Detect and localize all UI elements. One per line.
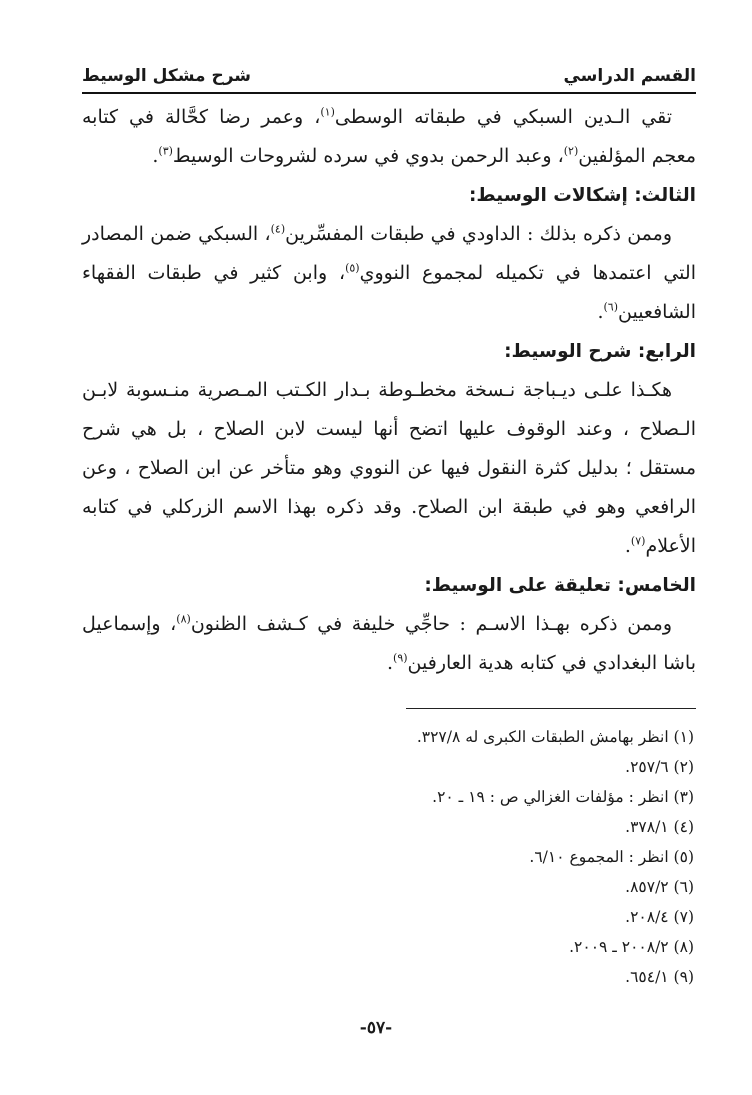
footnote-8: (٨) ٢٠٠٨/٢ ـ ٢٠٠٩. bbox=[569, 938, 694, 956]
main-text bbox=[82, 98, 696, 683]
footnote-ref-2[interactable]: (٢) bbox=[563, 144, 579, 158]
paragraph-4 bbox=[82, 605, 696, 683]
text-run: . bbox=[624, 535, 631, 557]
footnote-ref-6[interactable]: (٦) bbox=[603, 300, 618, 314]
running-header bbox=[82, 58, 696, 94]
page-number: -٥٧- bbox=[359, 1018, 393, 1038]
text-run: وممن ذكره بهـذا الاسـم : حاجِّي خليفة في كـشف الظنون bbox=[190, 613, 672, 635]
heading-fifth: الخامس: تعليقة على الوسيط: bbox=[424, 575, 696, 596]
text-run: وممن ذكره بذلك : الداودي في طبقات المفسِّرين bbox=[285, 223, 672, 245]
text-run: ، وإسماعيل باشا البغدادي في كتابه هدية العارفين bbox=[82, 613, 696, 674]
text-run: ، وعبد الرحمن بدوي في سرده لشروحات الوسيط bbox=[172, 145, 564, 167]
text-run: . bbox=[152, 145, 159, 167]
text-run: . bbox=[386, 652, 394, 674]
paragraph-2 bbox=[82, 215, 696, 332]
footnote-7: (٧) ٢٠٨/٤. bbox=[625, 908, 694, 926]
paragraph-3 bbox=[82, 371, 696, 566]
text-run: ، وعمر رضا كحَّالة في كتابه معجم المؤلفين bbox=[82, 106, 696, 167]
footnote-ref-3[interactable]: (٣) bbox=[158, 144, 173, 158]
footnote-ref-7[interactable]: (٧) bbox=[630, 534, 646, 548]
text-run: ، وابن كثير في طبقات الفقهاء الشافعيين bbox=[82, 262, 696, 323]
footnote-separator bbox=[406, 708, 696, 709]
section-title: القسم الدراسي bbox=[563, 66, 696, 86]
text-run: . bbox=[597, 301, 604, 323]
heading-third: الثالث: إشكالات الوسيط: bbox=[468, 185, 696, 206]
footnote-4: (٤) ٣٧٨/١. bbox=[625, 818, 694, 836]
footnote-ref-5[interactable]: (٥) bbox=[345, 261, 360, 275]
footnote-6: (٦) ٨٥٧/٢. bbox=[625, 878, 694, 896]
footnote-ref-8[interactable]: (٨) bbox=[176, 612, 191, 626]
footnote-2: (٢) ٢٥٧/٦. bbox=[625, 758, 694, 776]
footnote-5: (٥) انظر : المجموع ٦/١٠. bbox=[529, 848, 694, 866]
text-run: ، السبكي ضمن المصادر التي اعتمدها في تكميله لمجموع النووي bbox=[82, 223, 696, 284]
text-run: هكـذا علـى ديـباجة نـسخة مخطـوطة بـدار الكـتب المـصرية منـسوبة لابـن الـصلاح ، وعند الوقوف عليها اتضح أنها ليست لابن الصلاح ، بل هي شرح مستقل ؛ بدليل كثرة النقول فيها عن النووي وهو متأخر عن ابن الصلاح ، وعن الرافعي وهو في طبقة ابن الصلاح. وقد ذكره بهذا الاسم الزركلي في كتابه الأعلام bbox=[82, 379, 696, 557]
book-title: شرح مشكل الوسيط bbox=[82, 66, 251, 86]
paragraph-1 bbox=[82, 98, 696, 176]
footnotes bbox=[82, 722, 694, 992]
text-run: تقي الـدين السبكي في طبقاته الوسطى bbox=[334, 106, 672, 128]
footnote-9: (٩) ٦٥٤/١. bbox=[625, 968, 694, 986]
footnote-1: (١) انظر بهامش الطبقات الكبرى له ٣٢٧/٨. bbox=[416, 728, 694, 746]
footnote-ref-4[interactable]: (٤) bbox=[270, 222, 286, 236]
footnote-ref-1[interactable]: (١) bbox=[320, 105, 335, 119]
heading-fourth: الرابع: شرح الوسيط: bbox=[504, 341, 696, 362]
footnote-ref-9[interactable]: (٩) bbox=[393, 651, 408, 665]
footnote-3: (٣) انظر : مؤلفات الغزالي ص : ١٩ ـ ٢٠. bbox=[432, 788, 694, 806]
